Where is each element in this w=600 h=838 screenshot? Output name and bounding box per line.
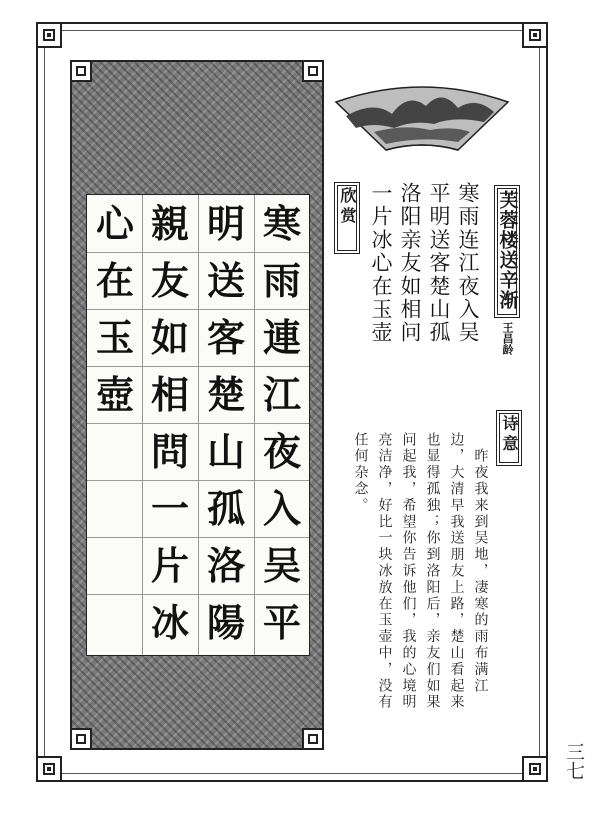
- calligraphy-char: 親: [150, 200, 189, 246]
- poem-title-box: [494, 185, 520, 318]
- calligraphy-char: 雨: [262, 257, 301, 303]
- calligraphy-char: 片: [150, 542, 189, 588]
- calligraphy-char: 冰: [150, 599, 189, 645]
- meaning-label: 诗意: [500, 415, 519, 455]
- calligraphy-char: 玉: [95, 314, 134, 360]
- calligraphy-char: 夜: [262, 428, 301, 474]
- calligraphy-char: 寒: [262, 200, 301, 246]
- calligraphy-char: 在: [95, 257, 134, 303]
- calligraphy-char: 吴: [262, 542, 301, 588]
- translation-col-2: 边，大清早我送朋友上路，楚山看起来: [448, 432, 465, 711]
- calligraphy-char: 楚: [206, 371, 245, 417]
- calligraphy-char: 連: [262, 314, 301, 360]
- calligraphy-char: 入: [262, 485, 301, 531]
- translation-col-1: 昨夜我来到吴地，凄寒的雨布满江: [472, 432, 489, 695]
- calligraphy-char: 如: [150, 314, 189, 360]
- poem-line-4: 一片冰心在玉壶: [369, 182, 393, 345]
- calligraphy-char: 明: [206, 200, 245, 246]
- calligraphy-column-2: [198, 195, 254, 651]
- meaning-label-box: [496, 410, 522, 466]
- corner-ornament-icon: [36, 756, 62, 782]
- page-number: 三七: [563, 742, 585, 780]
- poem-line-3: 洛阳亲友如相问: [398, 182, 422, 345]
- translation-col-6: 任何杂念。: [352, 432, 369, 514]
- scroll-corner-ornament-icon: [302, 728, 324, 750]
- calligraphy-column-3: [142, 195, 198, 651]
- calligraphy-char: 洛: [206, 542, 245, 588]
- scroll-corner-ornament-icon: [70, 60, 92, 82]
- calligraphy-char: 心: [95, 200, 134, 246]
- calligraphy-char: 山: [206, 428, 245, 474]
- calligraphy-char: 平: [262, 599, 301, 645]
- calligraphy-char: 一: [150, 485, 189, 531]
- corner-ornament-icon: [522, 22, 548, 48]
- translation-col-5: 亮洁净，好比一块冰放在玉壶中，没有: [376, 432, 393, 711]
- fan-painting-image: [334, 80, 510, 160]
- calligraphy-column-4: [87, 195, 143, 423]
- poem-line-2: 平明送客楚山孤: [427, 182, 451, 345]
- calligraphy-paper: [86, 194, 310, 656]
- calligraphy-char: 送: [206, 257, 245, 303]
- calligraphy-char: 相: [150, 371, 189, 417]
- poem-line-1: 寒雨连江夜入吴: [456, 182, 480, 345]
- calligraphy-char: 陽: [206, 599, 245, 645]
- calligraphy-char: 友: [150, 257, 189, 303]
- appreciation-label-box: [334, 182, 360, 254]
- calligraphy-char: 江: [262, 371, 301, 417]
- calligraphy-char: 客: [206, 314, 245, 360]
- scroll-corner-ornament-icon: [302, 60, 324, 82]
- corner-ornament-icon: [522, 756, 548, 782]
- translation-col-4: 问起我，希望你告诉他们，我的心境明: [400, 432, 417, 711]
- scroll-corner-ornament-icon: [70, 728, 92, 750]
- corner-ornament-icon: [36, 22, 62, 48]
- appreciation-label: 欣赏: [338, 187, 357, 227]
- calligraphy-char: 孤: [206, 485, 245, 531]
- calligraphy-char: 壺: [95, 371, 134, 417]
- calligraphy-char: 問: [150, 428, 189, 474]
- poem-title: 芙蓉楼送辛渐: [496, 190, 519, 310]
- translation-col-3: 也显得孤独；你到洛阳后，亲友们如果: [424, 432, 441, 711]
- poem-author: 王昌龄: [501, 322, 514, 355]
- calligraphy-column-1: [254, 195, 310, 651]
